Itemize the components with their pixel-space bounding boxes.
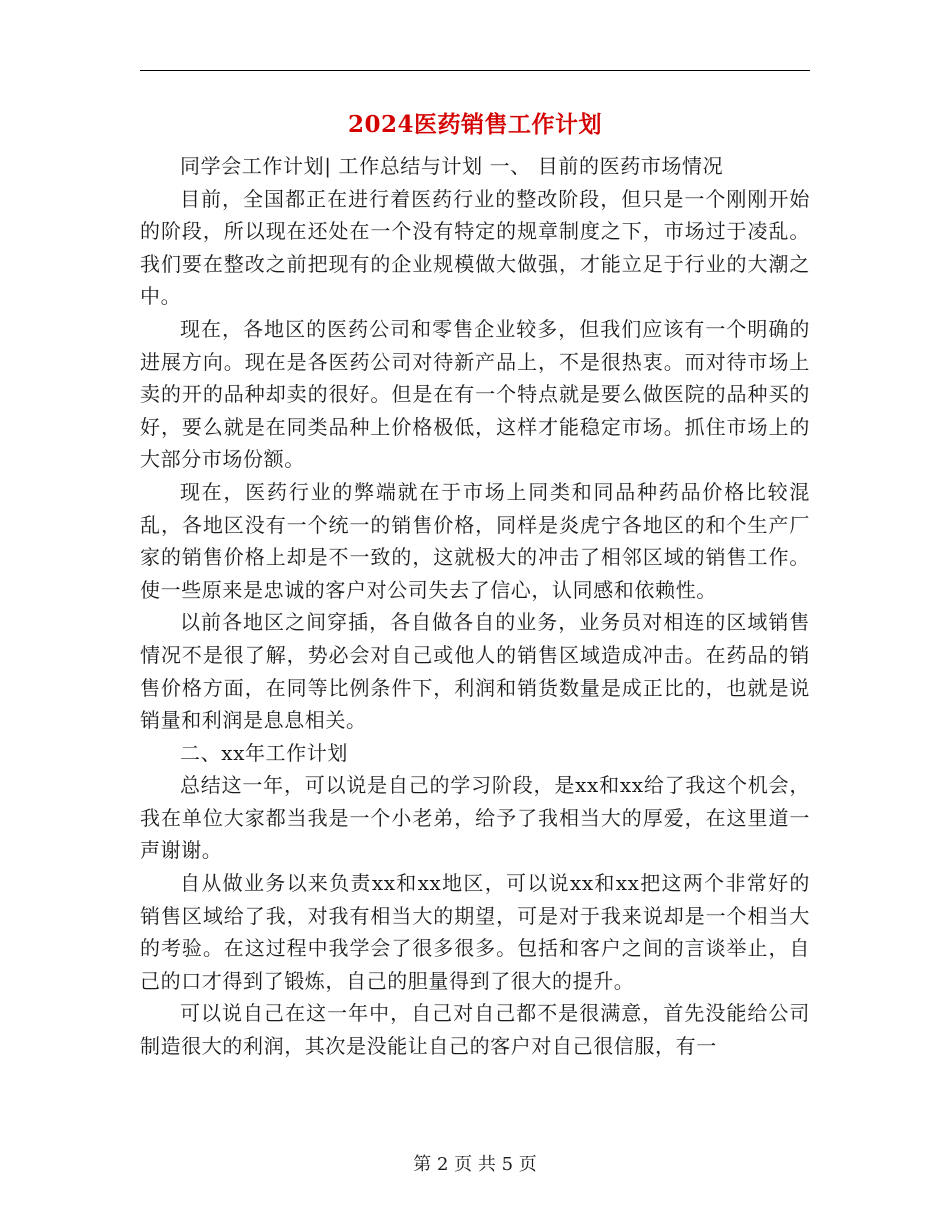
- paragraph-market-direction: 现在，各地区的医药公司和零售企业较多，但我们应该有一个明确的进展方向。现在是各医药公司对待新产品上，不是很热衷。而对待市场上卖的开的品种却卖的很好。但是在有一个特点就是要么做医院的品种买的好，要么就是在同类品种上价格极低，这样才能稳定市场。抓住市场上的大部分市场份额。: [140, 316, 810, 472]
- document-title: 2024医药销售工作计划: [347, 111, 602, 138]
- paragraph-year-summary: 总结这一年，可以说是自己的学习阶段，是xx和xx给了我这个机会，我在单位大家都当我是一个小老弟，给予了我相当大的厚爱，在这里道一声谢谢。: [140, 773, 810, 863]
- page-number-footer: 第 2 页 共 5 页: [413, 1154, 537, 1175]
- paragraph-responsibility: 自从做业务以来负责xx和xx地区，可以说xx和xx把这两个非常好的销售区域给了我，对我有相当大的期望，可是对于我来说却是一个相当大的考验。在这过程中我学会了很多很多。包括和客户之间的言谈举止，自己的口才得到了锻炼，自己的胆量得到了很大的提升。: [140, 871, 810, 993]
- paragraph-region-overlap: 以前各地区之间穿插，各自做各自的业务，业务员对相连的区域销售情况不是很了解，势必会对自己或他人的销售区域造成冲击。在药品的销售价格方面，在同等比例条件下，利润和销货数量是成正比的，也就是说销量和利润是息息相关。: [140, 610, 810, 733]
- paragraph-self-review: 可以说自己在这一年中，自己对自己都不是很满意，首先没能给公司制造很大的利润，其次是没能让自己的客户对自己很信服，有一: [140, 1001, 810, 1059]
- section-heading-plan: 二、xx年工作计划: [180, 740, 348, 765]
- header-rule: [140, 70, 810, 71]
- paragraph-market-intro: 目前，全国都正在进行着医药行业的整改阶段，但只是一个刚刚开始的阶段，所以现在还处在一个没有特定的规章制度之下，市场过于凌乱。我们要在整改之前把现有的企业规模做大做强，才能立足于行业的大潮之中。: [140, 186, 810, 309]
- document-body: [140, 150, 810, 1063]
- paragraph-price-disorder: 现在，医药行业的弊端就在于市场上同类和同品种药品价格比较混乱，各地区没有一个统一的销售价格，同样是炎虎宁各地区的和个生产厂家的销售价格上却是不一致的，这就极大的冲击了相邻区域的销售工作。使一些原来是忠诚的客户对公司失去了信心，认同感和依赖性。: [140, 479, 810, 602]
- paragraph-subtitle: 同学会工作计划| 工作总结与计划 一、 目前的医药市场情况: [180, 154, 724, 178]
